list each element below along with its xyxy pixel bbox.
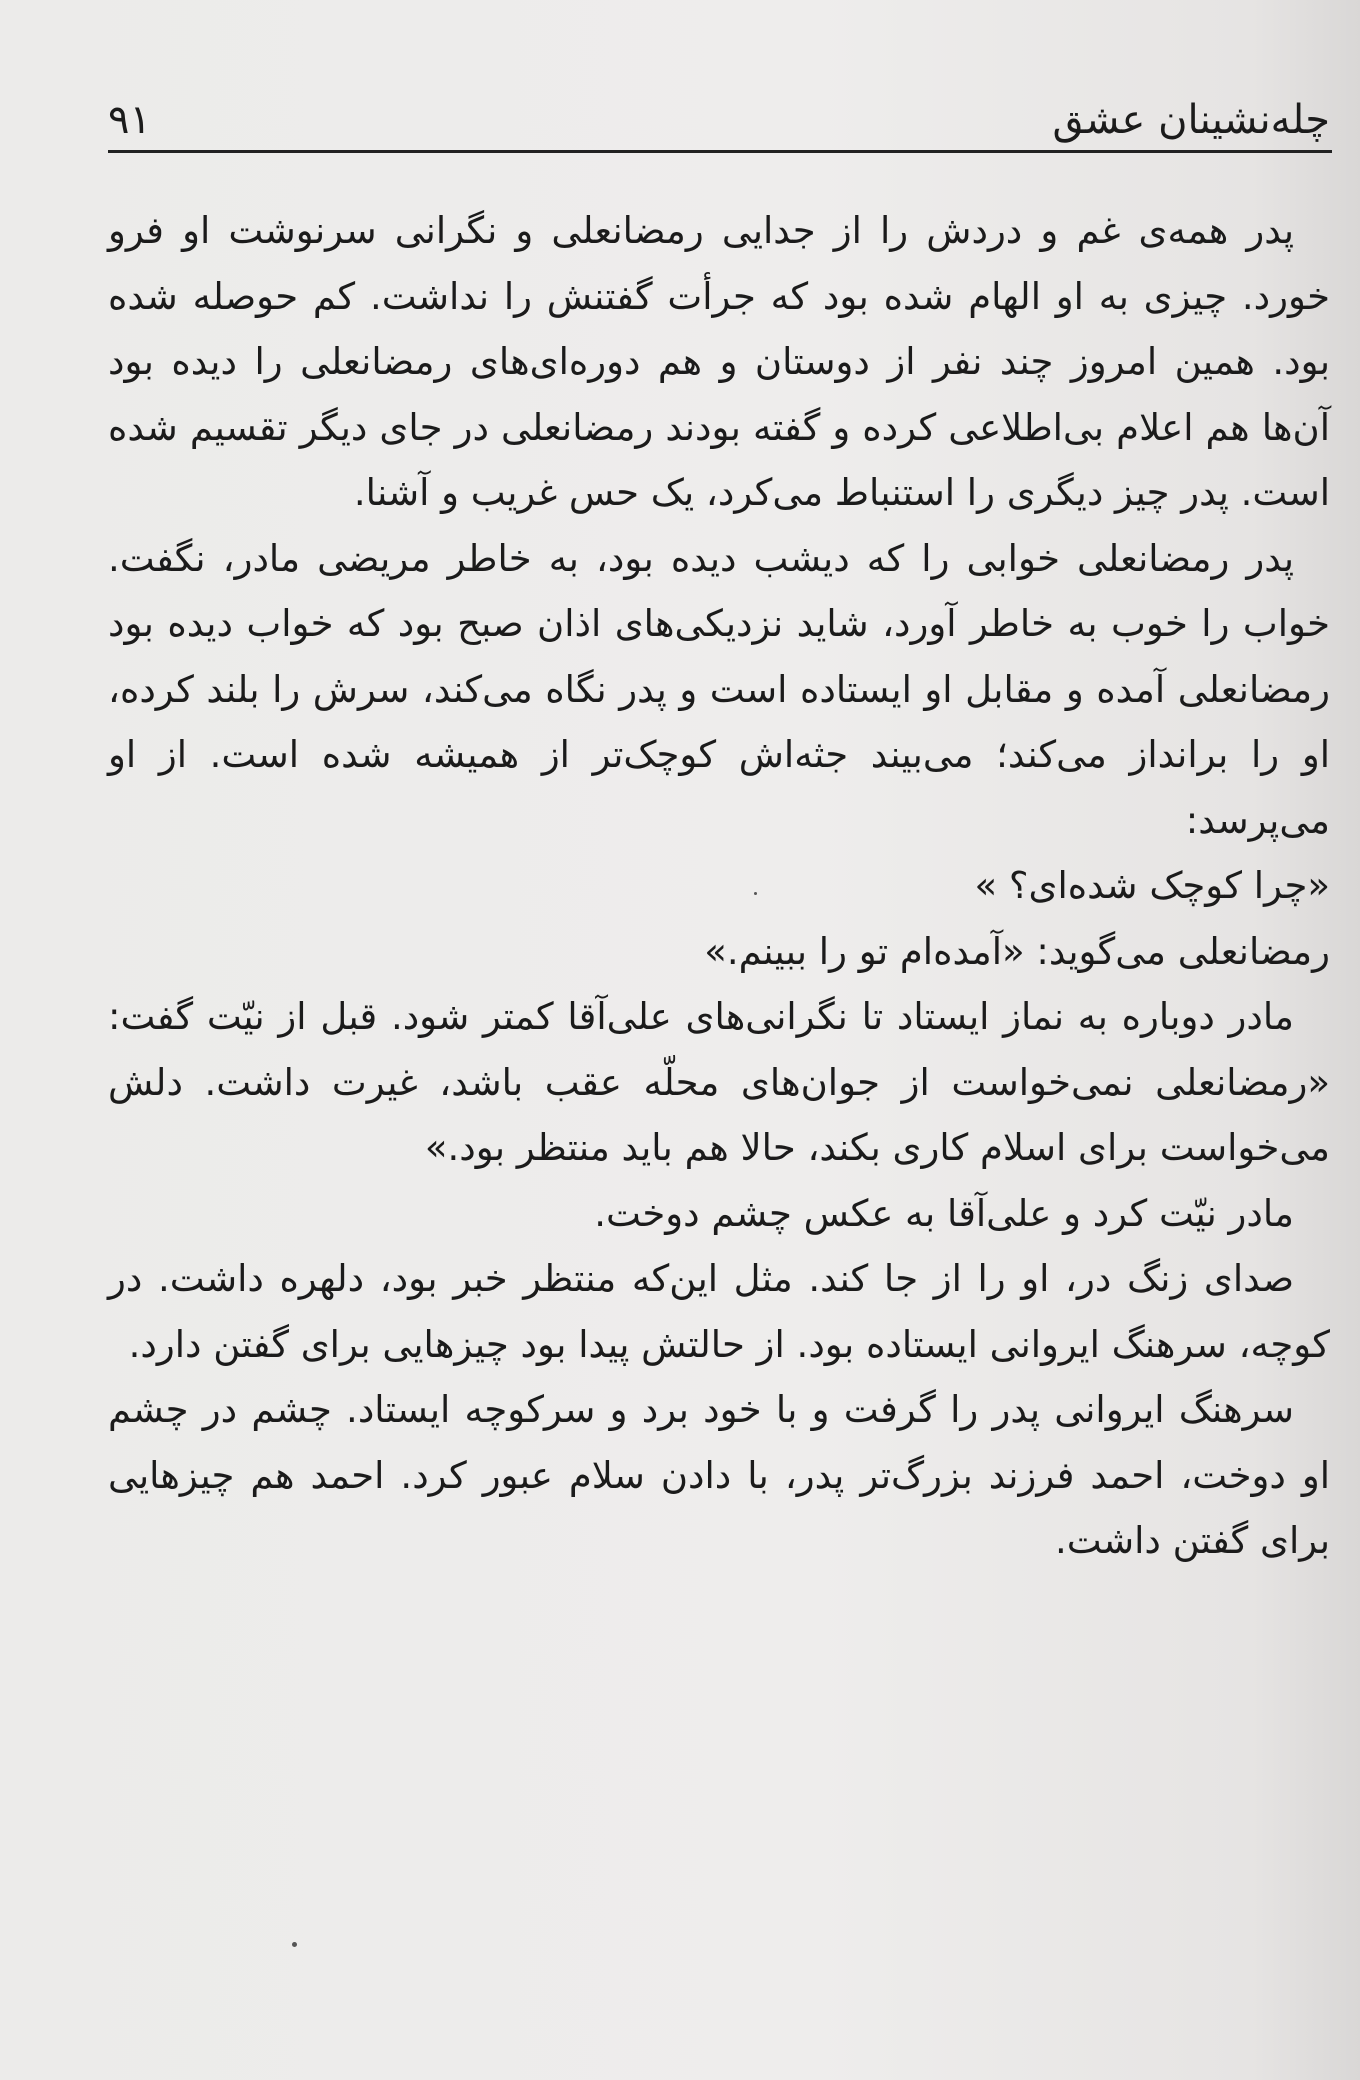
page-number: ۹۱ <box>108 97 151 143</box>
paragraph: پدر همه‌ی غم و دردش را از جدایی رمضانعلی و نگرانی سرنوشت او فرو خورد. چیزی به او الهام شده بود که جرأت گفتنش را نداشت. کم حوصله شده بود. همین امروز چند نفر از دوستان و هم دوره‌ای‌های رمضانعلی را دیده بود آن‌ها هم اعلام بی‌اطلاعی کرده و گفته بودند رمضانعلی در جای دیگر تقسیم شده است. پدر چیز دیگری را استنباط می‌کرد، یک حس غریب و آشنا. <box>108 209 1330 514</box>
paper-speck <box>754 892 757 895</box>
body-text <box>108 198 1330 1574</box>
paragraph: صدای زنگ در، او را از جا کند. مثل این‌که منتظر خبر بود، دلهره داشت. در کوچه، سرهنگ ایروانی ایستاده بود. از حالتش پیدا بود چیزهایی برای گفتن دارد. <box>108 1257 1330 1366</box>
dialogue-line: رمضانعلی می‌گوید: «آمده‌ام تو را ببینم.» <box>704 929 1330 973</box>
header-divider <box>108 150 1332 153</box>
paper-speck <box>292 1942 297 1947</box>
page-header <box>108 92 1330 148</box>
paragraph: مادر نیّت کرد و علی‌آقا به عکس چشم دوخت. <box>594 1191 1294 1235</box>
dialogue-line: «چرا کوچک شده‌ای؟ » <box>974 864 1330 907</box>
running-title: چله‌نشینان عشق <box>1052 97 1330 143</box>
paragraph: مادر دوباره به نماز ایستاد تا نگرانی‌های علی‌آقا کمتر شود. قبل از نیّت گفت: «رمضانعلی نمی‌خواست از جوان‌های محلّه عقب باشد، غیرت داشت. دلش می‌خواست برای اسلام کاری بکند، حالا هم باید منتظر بود.» <box>108 995 1330 1169</box>
paragraph: سرهنگ ایروانی پدر را گرفت و با خود برد و سرکوچه ایستاد. چشم در چشم او دوخت، احمد فرزند بزرگ‌تر پدر، با دادن سلام عبور کرد. احمد هم چیزهایی برای گفتن داشت. <box>108 1388 1330 1562</box>
paragraph: پدر رمضانعلی خوابی را که دیشب دیده بود، به خاطر مریضی مادر، نگفت. خواب را خوب به خاطر آورد، شاید نزدیکی‌های اذان صبح بود که خواب دیده بود رمضانعلی آمده و مقابل او ایستاده است و پدر نگاه می‌کند، سرش را بلند کرده، او را برانداز می‌کند؛ می‌بیند جثه‌اش کوچک‌تر از همیشه شده است. از او می‌پرسد: <box>108 536 1330 842</box>
